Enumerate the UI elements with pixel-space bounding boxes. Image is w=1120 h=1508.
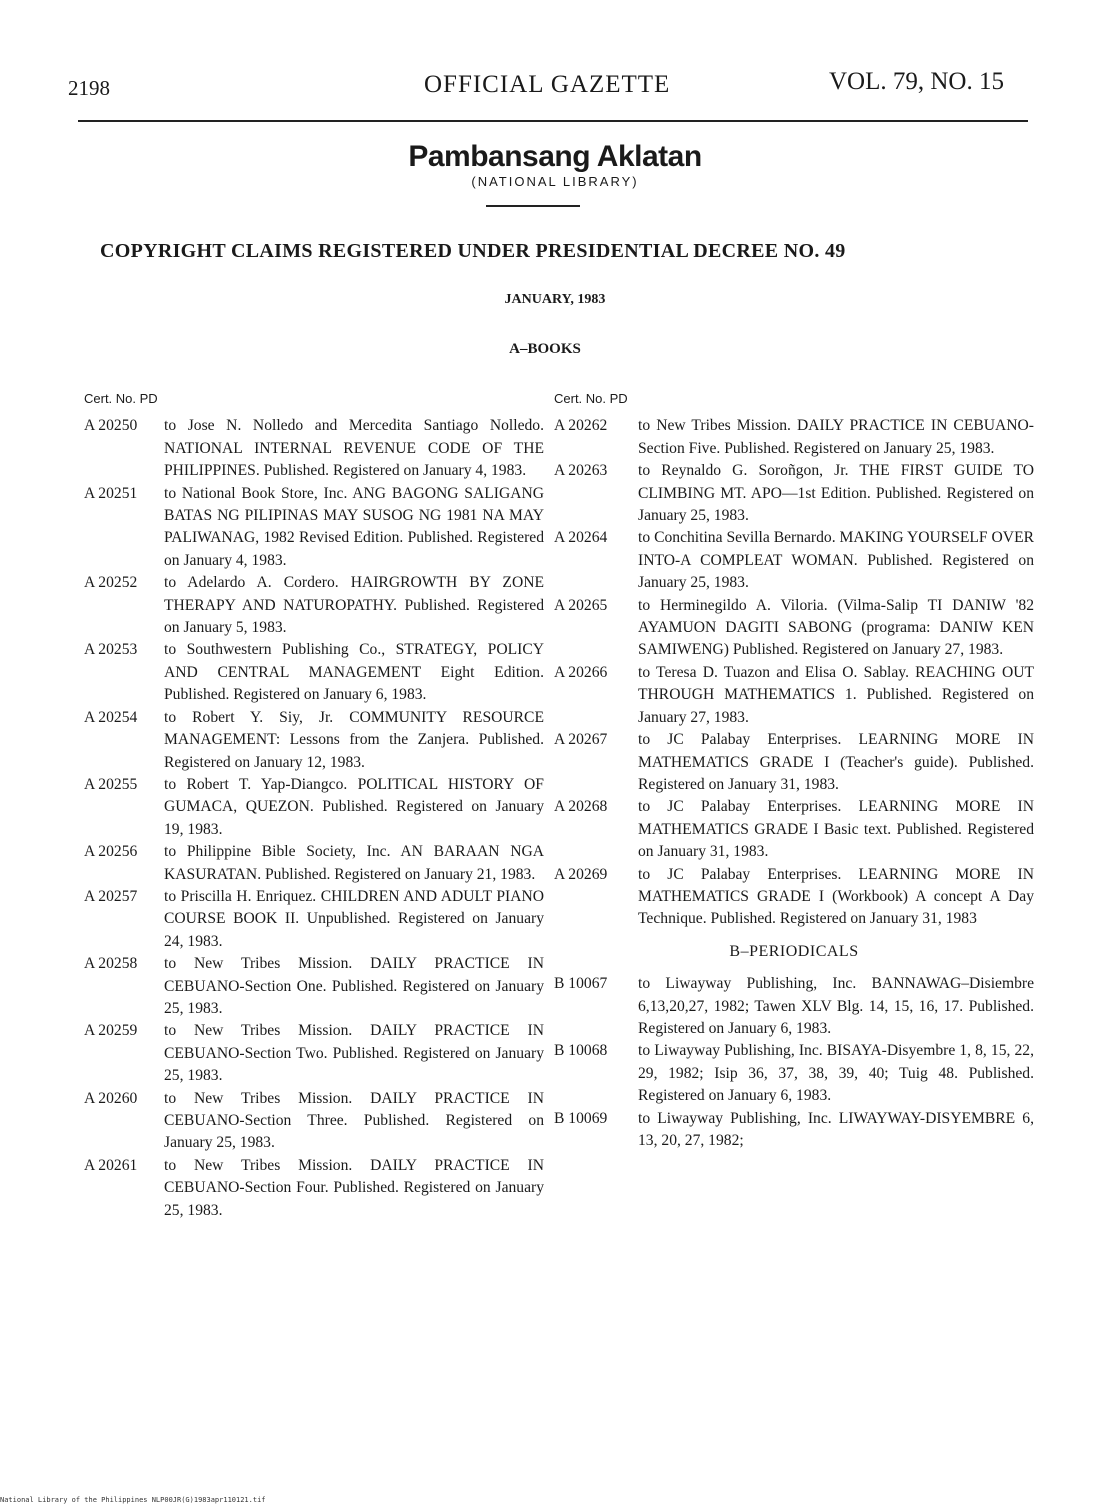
entry-text: to Southwestern Publishing Co., STRATEGY, POLICY AND CENTRAL MANAGEMENT Eight Edition. Published. Registered on January 6, 1983. bbox=[164, 641, 544, 704]
certificate-number: A 20253 bbox=[84, 641, 138, 659]
certificate-number: A 20266 bbox=[554, 663, 608, 681]
masthead-rule bbox=[486, 205, 580, 207]
date-heading: JANUARY, 1983 bbox=[504, 292, 606, 307]
copyright-entry bbox=[84, 774, 544, 841]
entry-text: to JC Palabay Enterprises. LEARNING MORE IN MATHEMATICS GRADE I Basic text. Published. Registered on January 31, 1983. bbox=[638, 798, 1034, 861]
certificate-number: A 20252 bbox=[84, 574, 138, 592]
certificate-number: A 20261 bbox=[84, 1156, 138, 1174]
certificate-number: A 20269 bbox=[554, 865, 608, 883]
left-entry-list bbox=[84, 415, 544, 1222]
entry-text: to JC Palabay Enterprises. LEARNING MORE IN MATHEMATICS GRADE I (Teacher's guide). Published. Registered on January 31, 1983. bbox=[638, 731, 1034, 793]
books-section-heading: A–BOOKS bbox=[509, 341, 581, 357]
main-heading: COPYRIGHT CLAIMS REGISTERED UNDER PRESIDENTIAL DECREE NO. 49 bbox=[100, 240, 846, 262]
entry-text: to Adelardo A. Cordero. HAIRGROWTH BY ZONE THERAPY AND NATUROPATHY. Published. Registered on January 5, 1983. bbox=[164, 574, 544, 637]
copyright-entry bbox=[84, 572, 544, 639]
copyright-entry bbox=[554, 595, 1034, 662]
periodicals-section-heading: B–PERIODICALS bbox=[729, 942, 859, 960]
periodical-entry-list bbox=[554, 973, 1034, 1152]
entry-text: to Conchitina Sevilla Bernardo. MAKING YOURSELF OVER INTO-A COMPLEAT WOMAN. Published. Registered on January 25, 1983. bbox=[638, 529, 1034, 592]
entry-text: to New Tribes Mission. DAILY PRACTICE IN CEBUANO-Section Two. Published. Registered on January 25, 1983. bbox=[164, 1022, 544, 1085]
entry-text: to Robert T. Yap-Diangco. POLITICAL HISTORY OF GUMACA, QUEZON. Published. Registered on January 19, 1983. bbox=[164, 775, 544, 838]
library-english-name: (NATIONAL LIBRARY) bbox=[471, 174, 639, 189]
copyright-entry bbox=[554, 662, 1034, 729]
copyright-entry bbox=[554, 415, 1034, 460]
entry-text: to National Book Store, Inc. ANG BAGONG SALIGANG BATAS NG PILIPINAS MAY SUSOG NG 1981 NA MAY PALIWANAG, 1982 Revised Edition. Published. Registered on January 4, 1983. bbox=[164, 484, 544, 569]
certificate-number: A 20264 bbox=[554, 529, 608, 547]
copyright-entry bbox=[84, 1155, 544, 1222]
copyright-entry bbox=[84, 886, 544, 953]
copyright-entry bbox=[554, 864, 1034, 931]
publication-title: OFFICIAL GAZETTE bbox=[424, 71, 671, 98]
certificate-number: A 20268 bbox=[554, 798, 608, 816]
copyright-entry bbox=[84, 707, 544, 774]
certificate-number: A 20262 bbox=[554, 417, 608, 435]
entry-text: to Liwayway Publishing, Inc. BISAYA-Disyembre 1, 8, 15, 22, 29, 1982; Isip 36, 37, 38, 39, 40; Tuig 48. Published. Registered on January 6, 1983. bbox=[638, 1042, 1034, 1105]
certificate-number: A 20251 bbox=[84, 484, 138, 502]
certificate-number: B 10068 bbox=[554, 1042, 608, 1060]
certificate-number: A 20267 bbox=[554, 731, 608, 749]
copyright-entry bbox=[554, 973, 1034, 1040]
entry-text: to Priscilla H. Enriquez. CHILDREN AND ADULT PIANO COURSE BOOK II. Unpublished. Registered on January 24, 1983. bbox=[164, 887, 544, 950]
copyright-entry bbox=[84, 483, 544, 573]
copyright-entry bbox=[84, 639, 544, 706]
certificate-number: A 20254 bbox=[84, 708, 138, 726]
copyright-entry bbox=[84, 415, 544, 482]
certificate-number: A 20256 bbox=[84, 843, 138, 861]
certificate-number: A 20257 bbox=[84, 887, 138, 905]
copyright-entry bbox=[554, 527, 1034, 594]
entry-text: to Herminegildo A. Viloria. (Vilma-Salip TI DANIW '82 AYAMUON DAGITI SABONG (programa: DANIW KEN SAMIWENG) Published. Registered on January 27, 1983. bbox=[638, 596, 1034, 659]
entry-text: to Jose N. Nolledo and Mercedita Santiago Nolledo. NATIONAL INTERNAL REVENUE CODE OF THE PHILIPPINES. Published. Registered on January 4, 1983. bbox=[164, 417, 544, 480]
entry-text: to Liwayway Publishing, Inc. BANNAWAG–Disiembre 6,13,20,27, 1982; Tawen XLV Blg. 14, 15, 16, 17. Published. Registered on January 6, 1983. bbox=[638, 975, 1034, 1037]
entry-text: to Robert Y. Siy, Jr. COMMUNITY RESOURCE MANAGEMENT: Lessons from the Zanjera. Published. Registered on January 12, 1983. bbox=[164, 708, 544, 771]
certificate-number: A 20260 bbox=[84, 1089, 138, 1107]
entry-text: to New Tribes Mission. DAILY PRACTICE IN CEBUANO-Section Five. Published. Registered on January 25, 1983. bbox=[638, 417, 1034, 457]
copyright-entry bbox=[554, 1108, 1034, 1153]
column-header: Cert. No. PD bbox=[554, 391, 628, 406]
entry-text: to Liwayway Publishing, Inc. LIWAYWAY-DISYEMBRE 6, 13, 20, 27, 1982; bbox=[638, 1109, 1034, 1149]
certificate-number: A 20265 bbox=[554, 596, 608, 614]
library-name: Pambansang Aklatan bbox=[408, 140, 702, 173]
left-column bbox=[84, 388, 544, 1222]
entry-text: to JC Palabay Enterprises. LEARNING MORE IN MATHEMATICS GRADE I (Workbook) A concept A Day Technique. Published. Registered on January 31, 1983 bbox=[638, 865, 1034, 928]
certificate-number: A 20259 bbox=[84, 1022, 138, 1040]
entry-text: to Reynaldo G. Soroñgon, Jr. THE FIRST GUIDE TO CLIMBING MT. APO—1st Edition. Published. Registered on January 25, 1983. bbox=[638, 462, 1034, 525]
certificate-number: B 10067 bbox=[554, 975, 608, 993]
entry-text: to Teresa D. Tuazon and Elisa O. Sablay. REACHING OUT THROUGH MATHEMATICS 1. Published. Registered on January 27, 1983. bbox=[638, 663, 1034, 726]
right-entry-list bbox=[554, 415, 1034, 930]
header-rule bbox=[78, 120, 1028, 122]
copyright-entry bbox=[84, 1088, 544, 1155]
right-column bbox=[554, 388, 1034, 1152]
copyright-entry bbox=[554, 796, 1034, 863]
copyright-entry bbox=[554, 1040, 1034, 1107]
footer-file-id: National Library of the Philippines NLP00JR(G)1983apr110121.tif bbox=[0, 1496, 266, 1504]
copyright-entry bbox=[554, 729, 1034, 796]
page-number: 2198 bbox=[68, 76, 110, 100]
column-header: Cert. No. PD bbox=[84, 391, 158, 406]
copyright-entry bbox=[84, 841, 544, 886]
certificate-number: A 20250 bbox=[84, 417, 138, 435]
entry-text: to Philippine Bible Society, Inc. AN BARAAN NGA KASURATAN. Published. Registered on January 21, 1983. bbox=[164, 843, 544, 883]
copyright-entry bbox=[554, 460, 1034, 527]
copyright-entry bbox=[84, 1020, 544, 1087]
volume-number: VOL. 79, NO. 15 bbox=[829, 68, 1004, 95]
entry-text: to New Tribes Mission. DAILY PRACTICE IN CEBUANO-Section One. Published. Registered on January 25, 1983. bbox=[164, 955, 544, 1017]
entry-text: to New Tribes Mission. DAILY PRACTICE IN CEBUANO-Section Four. Published. Registered on January 25, 1983. bbox=[164, 1156, 544, 1219]
certificate-number: A 20263 bbox=[554, 462, 608, 480]
copyright-entry bbox=[84, 953, 544, 1020]
entry-text: to New Tribes Mission. DAILY PRACTICE IN CEBUANO-Section Three. Published. Registered on January 25, 1983. bbox=[164, 1089, 544, 1152]
certificate-number: A 20258 bbox=[84, 955, 138, 973]
certificate-number: A 20255 bbox=[84, 775, 138, 793]
certificate-number: B 10069 bbox=[554, 1109, 608, 1127]
